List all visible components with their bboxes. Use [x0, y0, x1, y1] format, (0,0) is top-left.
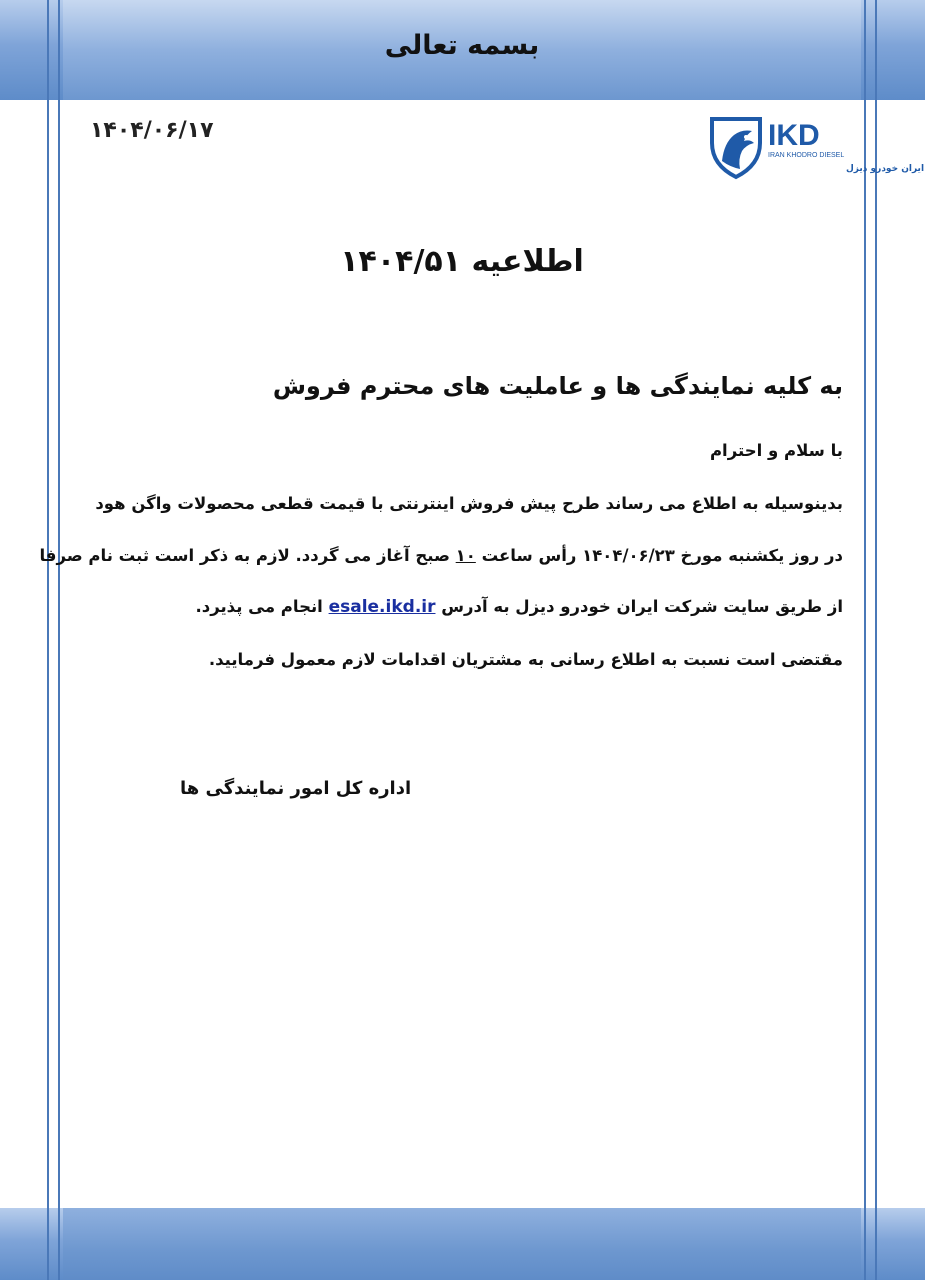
frame-line-right-outer: [875, 0, 877, 1280]
frame-line-left-outer: [47, 0, 49, 1280]
logo-persian-name: ایران خودرو دیزل: [846, 164, 925, 174]
body-line-3: [195, 597, 843, 617]
addressee-line: به کلیه نمایندگی ها و عاملیت های محترم فروش: [272, 372, 843, 400]
announcement-title: اطلاعیه ۱۴۰۴/۵۱: [340, 244, 584, 279]
logo-brand-text: IKD: [768, 119, 820, 152]
body-line-2-start: در روز یکشنبه مورخ ۱۴۰۴/۰۶/۲۳ رأس ساعت: [475, 546, 843, 565]
ikd-logo: [708, 113, 925, 181]
greeting-line: با سلام و احترام: [709, 441, 843, 460]
body-line-2: [39, 546, 843, 565]
body-line-3-start: از طریق سایت شرکت ایران خودرو دیزل به آدرس: [435, 597, 843, 616]
signature-department: اداره کل امور نمایندگی ها: [180, 778, 412, 799]
letter-date: ۱۴۰۴/۰۶/۱۷: [90, 118, 214, 143]
esale-website-link[interactable]: esale.ikd.ir: [328, 597, 436, 617]
logo-english-name: IRAN KHODRO DIESEL: [768, 152, 845, 159]
frame-line-left-inner: [58, 0, 60, 1280]
body-line-2-end: صبح آغاز می گردد. لازم به ذکر است ثبت نام صرفا: [39, 546, 456, 565]
body-line-3-end: انجام می پذیرد.: [195, 597, 329, 616]
bismillah-heading: بسمه تعالی: [384, 30, 540, 61]
body-line-1: بدینوسیله به اطلاع می رساند طرح پیش فروش اینترنتی با قیمت قطعی محصولات واگن هود: [95, 494, 843, 513]
start-hour: ۱۰: [455, 546, 476, 565]
body-line-4: مقتضی است نسبت به اطلاع رسانی به مشتریان اقدامات لازم معمول فرمایید.: [208, 650, 843, 669]
letter-paper: [63, 0, 861, 1280]
frame-line-right-inner: [864, 0, 866, 1280]
letter-footer-bar: [63, 1208, 861, 1280]
